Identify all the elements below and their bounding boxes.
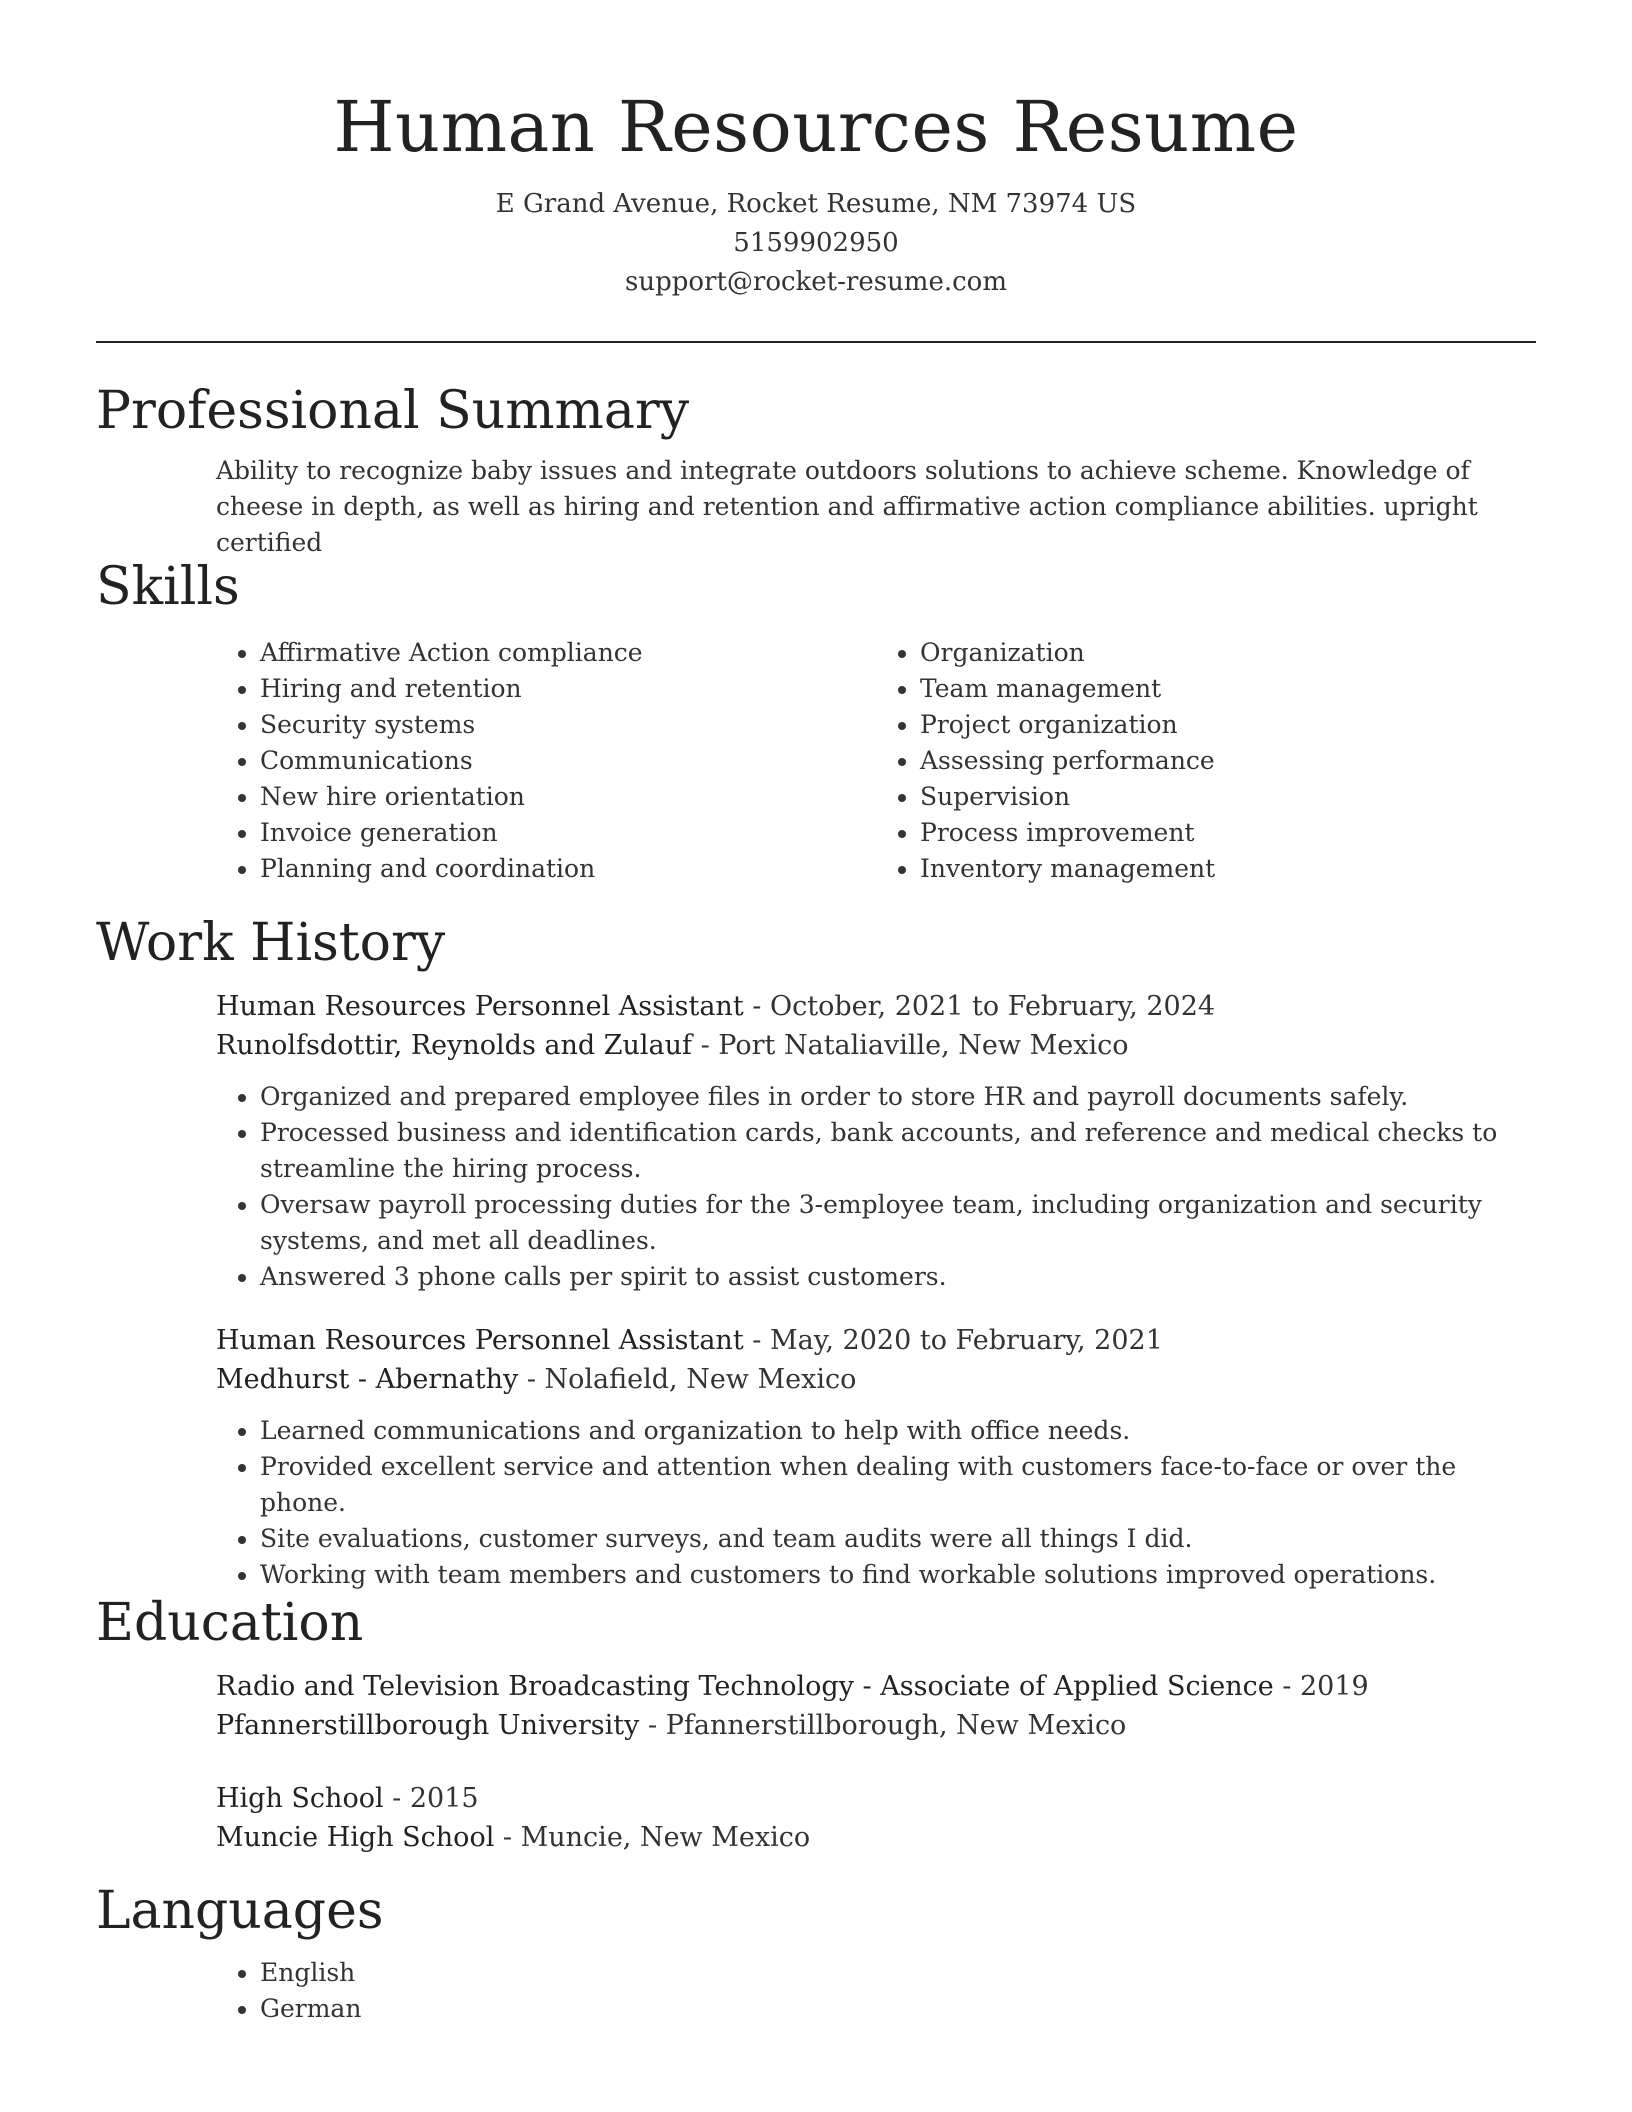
skill-item: • Affirmative Action compliance [260, 635, 876, 671]
job-company: Runolfsdottir, Reynolds and Zulauf [216, 1030, 693, 1061]
skill-item: • Assessing performance [920, 743, 1536, 779]
job-role: Human Resources Personnel Assistant [216, 991, 744, 1022]
job-bullet: • Processed business and identification cards, bank accounts, and reference and medical checks to streamline the hiring process. [260, 1115, 1536, 1187]
education-year: - 2015 [383, 1783, 479, 1814]
job-entry [216, 1321, 1536, 1593]
job-bullet: • Oversaw payroll processing duties for the 3-employee team, including organization and security systems, and met all deadlines. [260, 1187, 1536, 1259]
job-bullet: • Site evaluations, customer surveys, and team audits were all things I did. [260, 1521, 1536, 1557]
education-entry [216, 1667, 1536, 1745]
summary-section [96, 381, 1536, 561]
education-heading: Education [96, 1593, 364, 1653]
skill-item: • New hire orientation [260, 779, 876, 815]
job-location: - Nolafield, New Mexico [518, 1364, 857, 1395]
education-school: Pfannerstillborough University [216, 1710, 640, 1741]
header-divider [96, 341, 1536, 343]
job-title-line [216, 987, 1536, 1026]
summary-heading: Professional Summary [96, 381, 690, 441]
job-location: - Port Nataliaville, New Mexico [692, 1030, 1129, 1061]
job-bullets [216, 1079, 1536, 1295]
language-item: • German [260, 1991, 1536, 2027]
skill-item: • Team management [920, 671, 1536, 707]
job-role: Human Resources Personnel Assistant [216, 1325, 744, 1356]
job-bullet: • Answered 3 phone calls per spirit to assist customers. [260, 1259, 1536, 1295]
contact-info [0, 185, 1632, 302]
job-dates: - May, 2020 to February, 2021 [743, 1325, 1163, 1356]
summary-text: Ability to recognize baby issues and integrate outdoors solutions to achieve scheme. Knowledge of cheese in depth, as well as hiring and retention and affirmative action compliance abilities. upright certified [216, 456, 1478, 557]
skill-item: • Planning and coordination [260, 851, 876, 887]
skill-item: • Process improvement [920, 815, 1536, 851]
education-degree-line [216, 1779, 1536, 1818]
resume-header [0, 0, 1632, 302]
work-heading: Work History [96, 913, 446, 973]
contact-email: support@rocket-resume.com [624, 267, 1007, 297]
contact-address: E Grand Avenue, Rocket Resume, NM 73974 US [495, 189, 1137, 219]
job-bullet: • Organized and prepared employee files in order to store HR and payroll documents safely. [260, 1079, 1536, 1115]
education-degree-line [216, 1667, 1536, 1706]
job-bullet: • Working with team members and customers to find workable solutions improved operations. [260, 1557, 1536, 1593]
skill-item: • Hiring and retention [260, 671, 876, 707]
skill-item: • Organization [920, 635, 1536, 671]
job-bullets [216, 1413, 1536, 1593]
language-item: • English [260, 1955, 1536, 1991]
skill-item: • Invoice generation [260, 815, 876, 851]
skill-item: • Communications [260, 743, 876, 779]
education-entry [216, 1779, 1536, 1857]
skill-item: • Supervision [920, 779, 1536, 815]
skills-columns [216, 635, 1536, 887]
contact-phone: 5159902950 [733, 228, 899, 258]
skill-item: • Project organization [920, 707, 1536, 743]
job-entry [216, 987, 1536, 1295]
skills-left-list [216, 635, 876, 887]
languages-heading: Languages [96, 1881, 384, 1941]
job-company-line [216, 1026, 1536, 1065]
skill-item: • Inventory management [920, 851, 1536, 887]
education-section [96, 1593, 1536, 1891]
skills-heading: Skills [96, 557, 240, 617]
education-degree: High School [216, 1783, 384, 1814]
skill-item: • Security systems [260, 707, 876, 743]
education-location: - Pfannerstillborough, New Mexico [639, 1710, 1127, 1741]
skills-right-list [876, 635, 1536, 887]
resume-name: Human Resources Resume [333, 86, 1299, 168]
languages-section [96, 1881, 1536, 2027]
skills-section [96, 557, 1536, 887]
job-dates: - October, 2021 to February, 2024 [743, 991, 1216, 1022]
job-company-line [216, 1360, 1536, 1399]
job-bullet: • Provided excellent service and attention when dealing with customers face-to-face or over the phone. [260, 1449, 1536, 1521]
work-section [96, 913, 1536, 1593]
education-school: Muncie High School [216, 1822, 495, 1853]
job-company: Medhurst - Abernathy [216, 1364, 519, 1395]
education-degree: Radio and Television Broadcasting Technology - Associate of Applied Science [216, 1671, 1274, 1702]
languages-list [216, 1955, 1536, 2027]
education-school-line [216, 1818, 1536, 1857]
education-location: - Muncie, New Mexico [494, 1822, 811, 1853]
education-school-line [216, 1706, 1536, 1745]
job-title-line [216, 1321, 1536, 1360]
education-year: - 2019 [1273, 1671, 1369, 1702]
job-bullet: • Learned communications and organization to help with office needs. [260, 1413, 1536, 1449]
